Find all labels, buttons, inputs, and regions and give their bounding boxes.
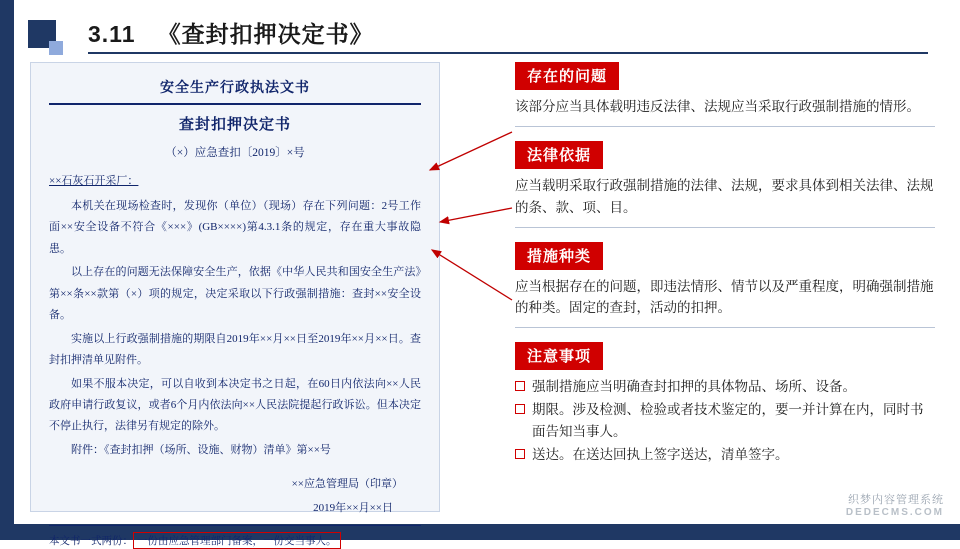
document-paragraph-1: 本机关在现场检查时，发现你（单位）（现场）存在下列问题：2号工作面××安全设备不符合《×××》(GB××××)第4.3.1条的规定，存在重大事故隐患。	[49, 200, 421, 255]
document-footer-boxed-note: 一份由应急管理部门备案，一份交当事人。	[133, 532, 341, 549]
document-signature: ××应急管理局（印章）	[291, 478, 403, 491]
annotation-text-legal-basis: 应当载明采取行政强制措施的法律、法规，要求具体到相关法律、法规的条、款、项、目。	[515, 175, 935, 228]
document-attachment: 附件：《查封扣押（场所、设施、财物）清单》第××号	[71, 443, 331, 456]
document-footer	[49, 532, 421, 549]
document-title-line1: 安全生产行政执法文书	[160, 81, 310, 96]
annotations-column	[515, 62, 935, 480]
watermark-line-1: 织梦内容管理系统	[848, 494, 944, 506]
annotation-tag-legal-basis: 法律依据	[515, 141, 603, 169]
annotation-text-measure-type: 应当根据存在的问题，即违法情形、情节以及严重程度，明确强制措施的种类。固定的查封，活动的扣押。	[515, 276, 935, 329]
document-paragraph-3: 实施以上行政强制措施的期限自2019年××月××日至2019年××月××日。查封扣押清单见附件。	[49, 332, 421, 367]
left-edge-bar	[0, 0, 14, 540]
page-header	[28, 16, 928, 56]
list-item: 强制措施应当明确查封扣押的具体物品、场所、设备。	[515, 376, 935, 398]
header-square-decoration	[28, 20, 56, 48]
list-item: 送达。在送达回执上签字送达，清单签字。	[515, 444, 935, 466]
annotation-text-problem: 该部分应当具体载明违反法律、法规应当采取行政强制措施的情形。	[515, 96, 935, 127]
watermark	[846, 491, 944, 518]
page-title	[88, 16, 374, 49]
header-divider	[88, 52, 928, 54]
document-number: （×）应急查扣〔2019〕×号	[165, 147, 305, 159]
annotation-tag-measure-type: 措施种类	[515, 242, 603, 270]
document-title-divider	[49, 103, 421, 105]
annotation-block-legal-basis	[515, 141, 935, 228]
document-footer-divider	[49, 525, 421, 526]
annotation-block-measure-type	[515, 242, 935, 329]
arrow-to-problem	[430, 132, 512, 170]
document-footer-prefix: 本文书一式两份：	[49, 536, 133, 548]
document-addressee: ××石灰石开采厂：	[49, 175, 139, 187]
document-paragraph-2: 以上存在的问题无法保障安全生产，依据《中华人民共和国安全生产法》第××条××款第（×）项的规定，决定采取以下行政强制措施：查封××安全设备。	[49, 266, 421, 322]
arrow-to-legal-basis	[440, 208, 512, 222]
annotation-notes-list	[515, 376, 935, 465]
section-number: 3.11	[88, 21, 136, 47]
watermark-line-2: DEDECMS.COM	[845, 507, 944, 518]
list-item: 期限。涉及检测、检验或者技术鉴定的，要一并计算在内，同时书面告知当事人。	[515, 399, 935, 443]
annotation-tag-problem: 存在的问题	[515, 62, 619, 90]
document-preview	[30, 62, 440, 548]
document-paragraph-4: 如果不服本决定，可以自收到本决定书之日起，在60日内依法向××人民政府申请行政复议，或者6个月内依法向××人民法院提起行政诉讼。但本决定不停止执行，法律另有规定的除外。	[49, 377, 421, 433]
annotation-tag-notes: 注意事项	[515, 342, 603, 370]
arrow-to-measure-type	[432, 250, 512, 300]
section-title: 《查封扣押决定书》	[157, 21, 374, 47]
annotation-block-problem	[515, 62, 935, 127]
document-date: 2019年××月××日	[313, 502, 393, 515]
document-title-line2: 查封扣押决定书	[178, 117, 291, 133]
annotation-block-notes	[515, 342, 935, 465]
